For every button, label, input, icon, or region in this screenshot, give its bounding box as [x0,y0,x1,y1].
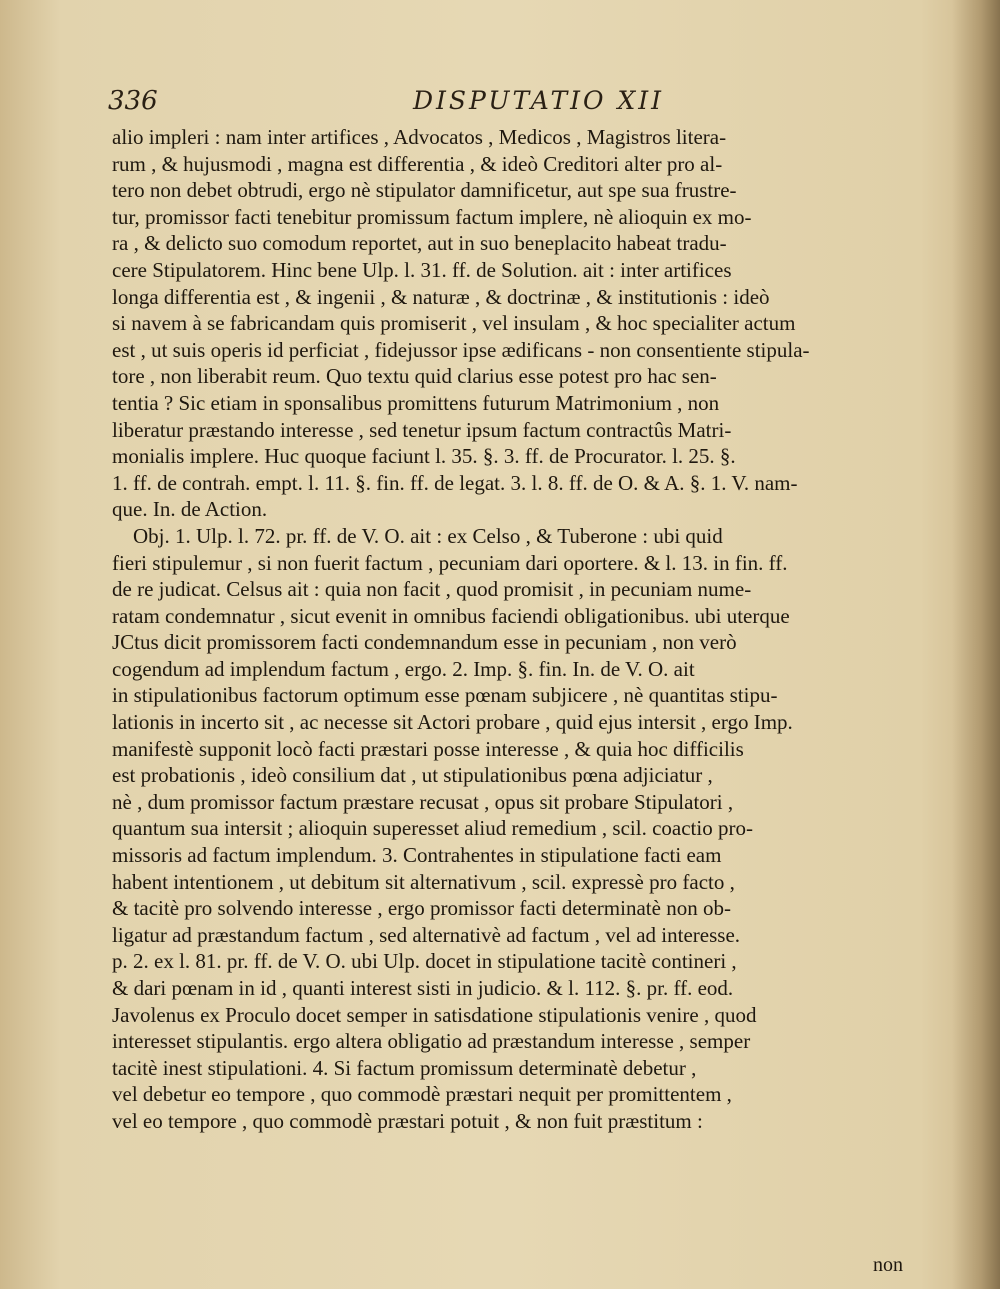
text-line: manifestè supponit locò facti præstari posse interesse , & quia hoc difficilis [112,736,744,761]
text-line: quantum sua intersit ; alioquin superesset aliud remedium , scil. coactio pro- [112,816,753,841]
text-line: ligatur ad præstandum factum , sed alternativè ad factum , vel ad interesse. [112,922,741,947]
text-line: fieri stipulemur , si non fuerit factum , pecuniam dari oportere. & l. 13. in fin. ff. [112,550,788,575]
text-line: de re judicat. Celsus ait : quia non facit , quod promisit , in pecuniam nume- [112,577,752,602]
text-line: Obj. 1. Ulp. l. 72. pr. ff. de V. O. ait : ex Celso , & Tuberone : ubi quid [112,523,723,548]
text-line: habent intentionem , ut debitum sit alternativum , scil. expressè pro facto , [112,869,735,894]
text-line: & tacitè pro solvendo interesse , ergo promissor facti determinatè non ob- [112,896,731,921]
text-line: tero non debet obtrudi, ergo nè stipulator damnificetur, aut spe sua frustre- [112,178,737,203]
catchword: non [873,1254,903,1276]
text-line: que. In. de Action. [112,497,268,522]
text-line: tur, promissor facti tenebitur promissum factum implere, nè alioquin ex mo- [112,204,752,229]
text-line: & dari pœnam in id , quanti interest sisti in judicio. & l. 112. §. pr. ff. eod. [112,976,734,1000]
text-line: tentia ? Sic etiam in sponsalibus promittens futurum Matrimonium , non [112,390,720,415]
text-line: longa differentia est , & ingenii , & naturæ , & doctrinæ , & institutionis : ideò [112,284,770,309]
text-line: est , ut suis operis id perficiat , fidejussor ipse ædificans - non consentiente stipula- [112,337,810,362]
text-line: rum , & hujusmodi , magna est differentia , & ideò Creditori alter pro al- [112,151,723,176]
text-line: tacitè inest stipulationi. 4. Si factum promissum determinatè debetur , [112,1055,697,1080]
text-line: monialis implere. Huc quoque faciunt l. 35. §. 3. ff. de Procurator. l. 25. §. [112,444,736,469]
text-line: cere Stipulatorem. Hinc bene Ulp. l. 31. ff. de Solution. ait : inter artifices [112,257,732,282]
paragraph-2 [112,523,934,1135]
page-header [108,82,928,122]
text-line: p. 2. ex l. 81. pr. ff. de V. O. ubi Ulp. docet in stipulatione tacitè contineri , [112,949,737,974]
page-number: 336 [108,86,158,116]
text-line: vel debetur eo tempore , quo commodè præstari nequit per promittentem , [112,1082,732,1107]
text-line: nè , dum promissor factum præstare recusat , opus sit probare Stipulatori , [112,789,734,814]
text-line: est probationis , ideò consilium dat , ut stipulationibus pœna adjiciatur , [112,763,713,788]
text-line: cogendum ad implendum factum , ergo. 2. Imp. §. fin. In. de V. O. ait [112,656,695,681]
text-line: liberatur præstando interesse , sed tenetur ipsum factum contractûs Matri- [112,417,732,442]
paragraph-1 [112,124,934,523]
text-line: missoris ad factum implendum. 3. Contrahentes in stipulatione facti eam [112,843,722,868]
running-title: DISPUTATIO XII [413,86,665,115]
text-line: in stipulationibus factorum optimum esse pœnam subjicere , nè quantitas stipu- [112,683,778,708]
text-line: interesset stipulantis. ergo altera obligatio ad præstandum interesse , semper [112,1029,751,1054]
text-line: alio impleri : nam inter artifices , Advocatos , Medicos , Magistros litera- [112,125,727,149]
text-line: ratam condemnatur , sicut evenit in omnibus faciendi obligationibus. ubi uterque [112,603,790,628]
page-gutter-shadow [952,0,1000,1289]
text-line: vel eo tempore , quo commodè præstari potuit , & non fuit præstitum : [112,1108,703,1133]
text-line: lationis in incerto sit , ac necesse sit Actori probare , quid ejus intersit , ergo Imp. [112,710,793,735]
text-line: JCtus dicit promissorem facti condemnandum esse in pecuniam , non verò [112,630,737,655]
text-line: si navem à se fabricandam quis promiserit , vel insulam , & hoc specialiter actum [112,311,796,336]
text-line: Javolenus ex Proculo docet semper in satisdatione stipulationis venire , quod [112,1002,757,1027]
body-text [112,124,934,1135]
text-line: tore , non liberabit reum. Quo textu quid clarius esse potest pro hac sen- [112,364,717,389]
text-line: 1. ff. de contrah. empt. l. 11. §. fin. ff. de legat. 3. l. 8. ff. de O. & A. §. 1. V. nam- [112,470,798,495]
text-line: ra , & delicto suo comodum reportet, aut in suo beneplacito habeat tradu- [112,231,727,256]
